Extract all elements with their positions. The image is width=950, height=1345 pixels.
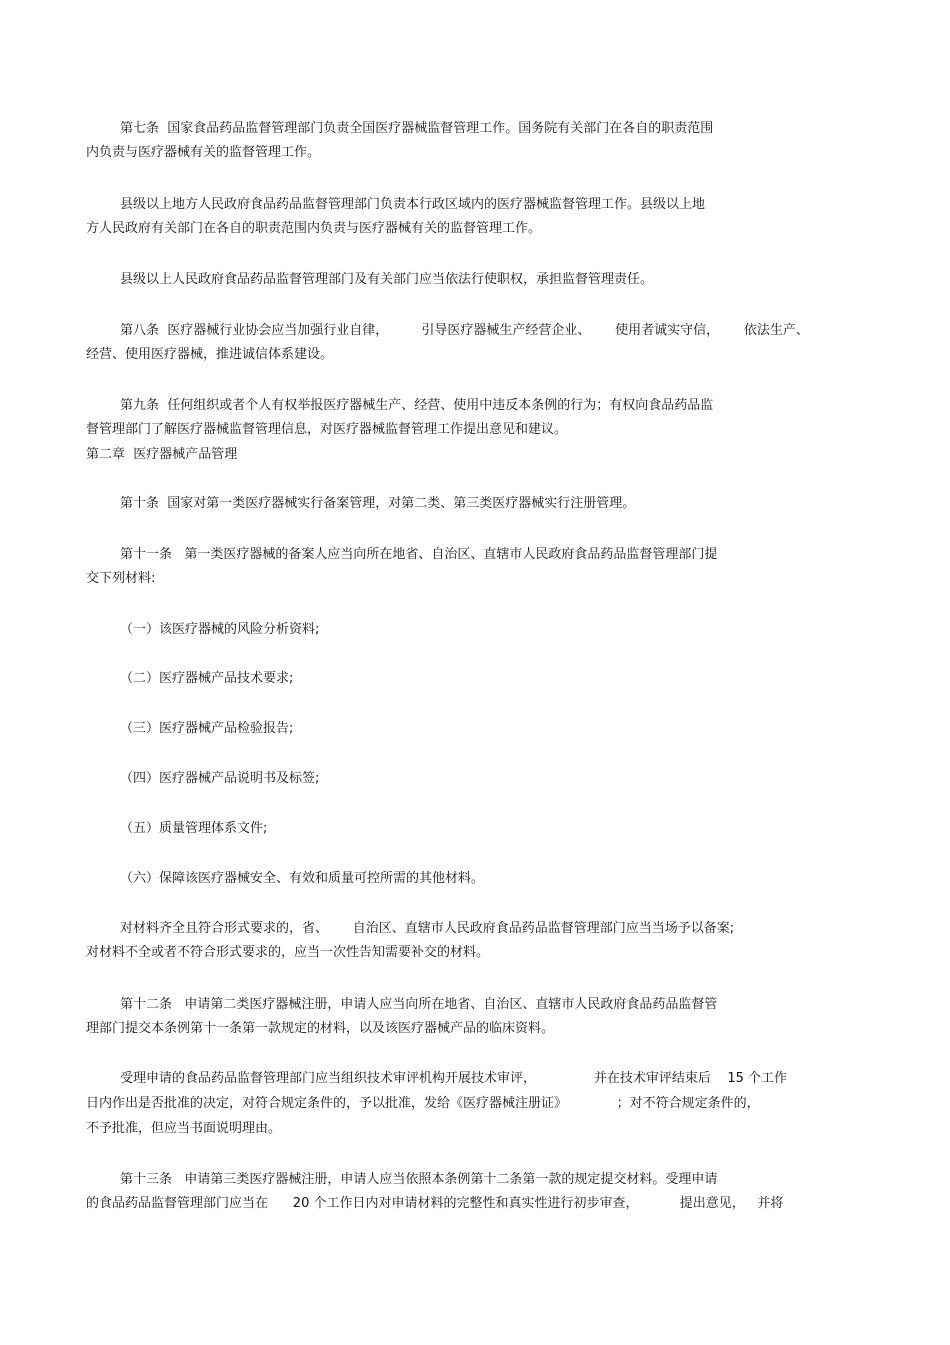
text-line: 的食品药品监督管理部门应当在 20 个工作日内对申请材料的完整性和真实性进行初步审查， 提出意见， 并将 [86, 1196, 784, 1211]
text-line: 县级以上地方人民政府食品药品监督管理部门负责本行政区域内的医疗器械监督管理工作。县级以上地 [120, 197, 706, 212]
chapter-heading: 第二章 医疗器械产品管理 [86, 447, 238, 462]
text-line: 第八条 医疗器械行业协会应当加强行业自律， 引导医疗器械生产经营企业、 使用者诚实守信， 依法生产、 [120, 323, 809, 338]
text-line: 第十三条 申请第三类医疗器械注册，申请人应当依照本条例第十二条第一款的规定提交材料。受理申请 [120, 1172, 718, 1187]
text-line: 受理申请的食品药品监督管理部门应当组织技术审评机构开展技术审评， 并在技术审评结束后 15 个工作 [120, 1071, 788, 1086]
text-line: 第七条 国家食品药品监督管理部门负责全国医疗器械监督管理工作。国务院有关部门在各自的职责范围 [120, 121, 714, 136]
text-line: 第十一条 第一类医疗器械的备案人应当向所在地省、自治区、直辖市人民政府食品药品监督管理部门提 [120, 547, 718, 562]
text-line: 对材料不全或者不符合形式要求的，应当一次性告知需要补交的材料。 [86, 945, 490, 960]
list-item: （一）该医疗器械的风险分析资料; [120, 622, 320, 637]
list-item: （六）保障该医疗器械安全、有效和质量可控所需的其他材料。 [120, 871, 485, 886]
text-line: 督管理部门了解医疗器械监督管理信息，对医疗器械监督管理工作提出意见和建议。 [86, 422, 568, 437]
text-line: 内负责与医疗器械有关的监督管理工作。 [86, 145, 321, 160]
list-item: （四）医疗器械产品说明书及标签; [120, 771, 320, 786]
text-line: 经营、使用医疗器械，推进诚信体系建设。 [86, 347, 334, 362]
text-line: 第十条 国家对第一类医疗器械实行备案管理，对第二类、第三类医疗器械实行注册管理。 [120, 496, 636, 511]
text-line: 县级以上人民政府食品药品监督管理部门及有关部门应当依法行使职权，承担监督管理责任。 [120, 272, 654, 287]
text-line: 不予批准，但应当书面说明理由。 [86, 1121, 282, 1136]
text-line: 理部门提交本条例第十一条第一款规定的材料，以及该医疗器械产品的临床资料。 [86, 1021, 555, 1036]
list-item: （三）医疗器械产品检验报告; [120, 721, 294, 736]
text-line: 方人民政府有关部门在各自的职责范围内负责与医疗器械有关的监督管理工作。 [86, 221, 542, 236]
text-line: 第九条 任何组织或者个人有权举报医疗器械生产、经营、使用中违反本条例的行为；有权向食品药品监 [120, 398, 714, 413]
text-line: 第十二条 申请第二类医疗器械注册，申请人应当向所在地省、自治区、直辖市人民政府食品药品监督管 [120, 997, 718, 1012]
text-line: 交下列材料: [86, 571, 156, 586]
text-line: 对材料齐全且符合形式要求的，省、 自治区、直辖市人民政府食品药品监督管理部门应当当场予以备案; [120, 921, 735, 936]
list-item: （二）医疗器械产品技术要求; [120, 671, 294, 686]
list-item: （五）质量管理体系文件; [120, 821, 268, 836]
text-line: 日内作出是否批准的决定，对符合规定条件的，予以批准，发给《医疗器械注册证》 ；对不符合规定条件的， [86, 1096, 760, 1111]
